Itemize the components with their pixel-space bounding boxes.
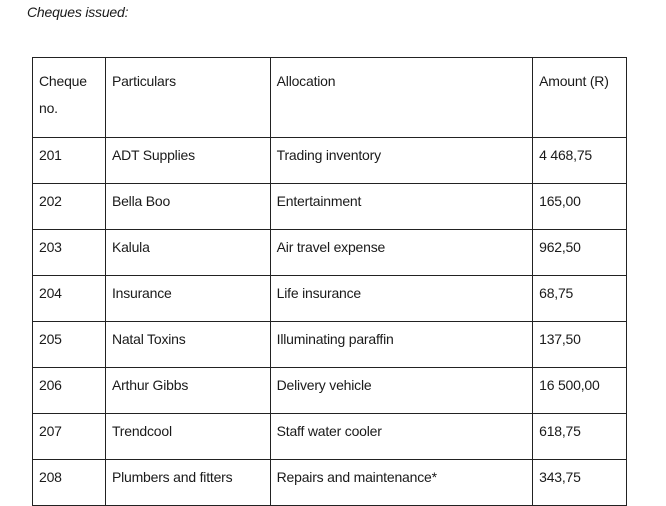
table-row — [33, 414, 627, 460]
cell-amount: 618,75 — [533, 414, 627, 460]
table-row — [33, 184, 627, 230]
header-allocation: Allocation — [270, 58, 532, 138]
table-row — [33, 138, 627, 184]
cell-allocation: Staff water cooler — [270, 414, 532, 460]
table-row — [33, 230, 627, 276]
cell-allocation: Air travel expense — [270, 230, 532, 276]
cell-allocation: Trading inventory — [270, 138, 532, 184]
header-particulars: Particulars — [105, 58, 270, 138]
table-row — [33, 368, 627, 414]
header-no-label: no. — [39, 100, 58, 116]
cell-cheque-no: 208 — [33, 460, 106, 506]
cell-cheque-no: 201 — [33, 138, 106, 184]
cell-particulars: Trendcool — [105, 414, 270, 460]
cell-amount: 4 468,75 — [533, 138, 627, 184]
cell-cheque-no: 206 — [33, 368, 106, 414]
cell-particulars: Natal Toxins — [105, 322, 270, 368]
cheques-issued-table — [32, 57, 627, 506]
cell-particulars: Insurance — [105, 276, 270, 322]
header-cheque-label: Cheque — [39, 73, 87, 89]
header-amount: Amount (R) — [533, 58, 627, 138]
cell-allocation: Illuminating paraffin — [270, 322, 532, 368]
cell-particulars: ADT Supplies — [105, 138, 270, 184]
cell-allocation: Entertainment — [270, 184, 532, 230]
cell-allocation: Delivery vehicle — [270, 368, 532, 414]
cell-cheque-no: 207 — [33, 414, 106, 460]
cell-cheque-no: 203 — [33, 230, 106, 276]
table-caption: Cheques issued: — [27, 4, 129, 20]
cell-amount: 165,00 — [533, 184, 627, 230]
header-cheque-no — [33, 58, 106, 138]
cell-allocation: Life insurance — [270, 276, 532, 322]
table-row — [33, 322, 627, 368]
cell-particulars: Bella Boo — [105, 184, 270, 230]
cell-amount: 962,50 — [533, 230, 627, 276]
cell-particulars: Kalula — [105, 230, 270, 276]
cell-particulars: Plumbers and fitters — [105, 460, 270, 506]
table-row — [33, 276, 627, 322]
table-row — [33, 460, 627, 506]
cell-amount: 137,50 — [533, 322, 627, 368]
cell-amount: 16 500,00 — [533, 368, 627, 414]
table-header-row — [33, 58, 627, 138]
cell-amount: 68,75 — [533, 276, 627, 322]
cell-allocation: Repairs and maintenance* — [270, 460, 532, 506]
cell-cheque-no: 202 — [33, 184, 106, 230]
cell-particulars: Arthur Gibbs — [105, 368, 270, 414]
cell-cheque-no: 205 — [33, 322, 106, 368]
cell-amount: 343,75 — [533, 460, 627, 506]
cell-cheque-no: 204 — [33, 276, 106, 322]
